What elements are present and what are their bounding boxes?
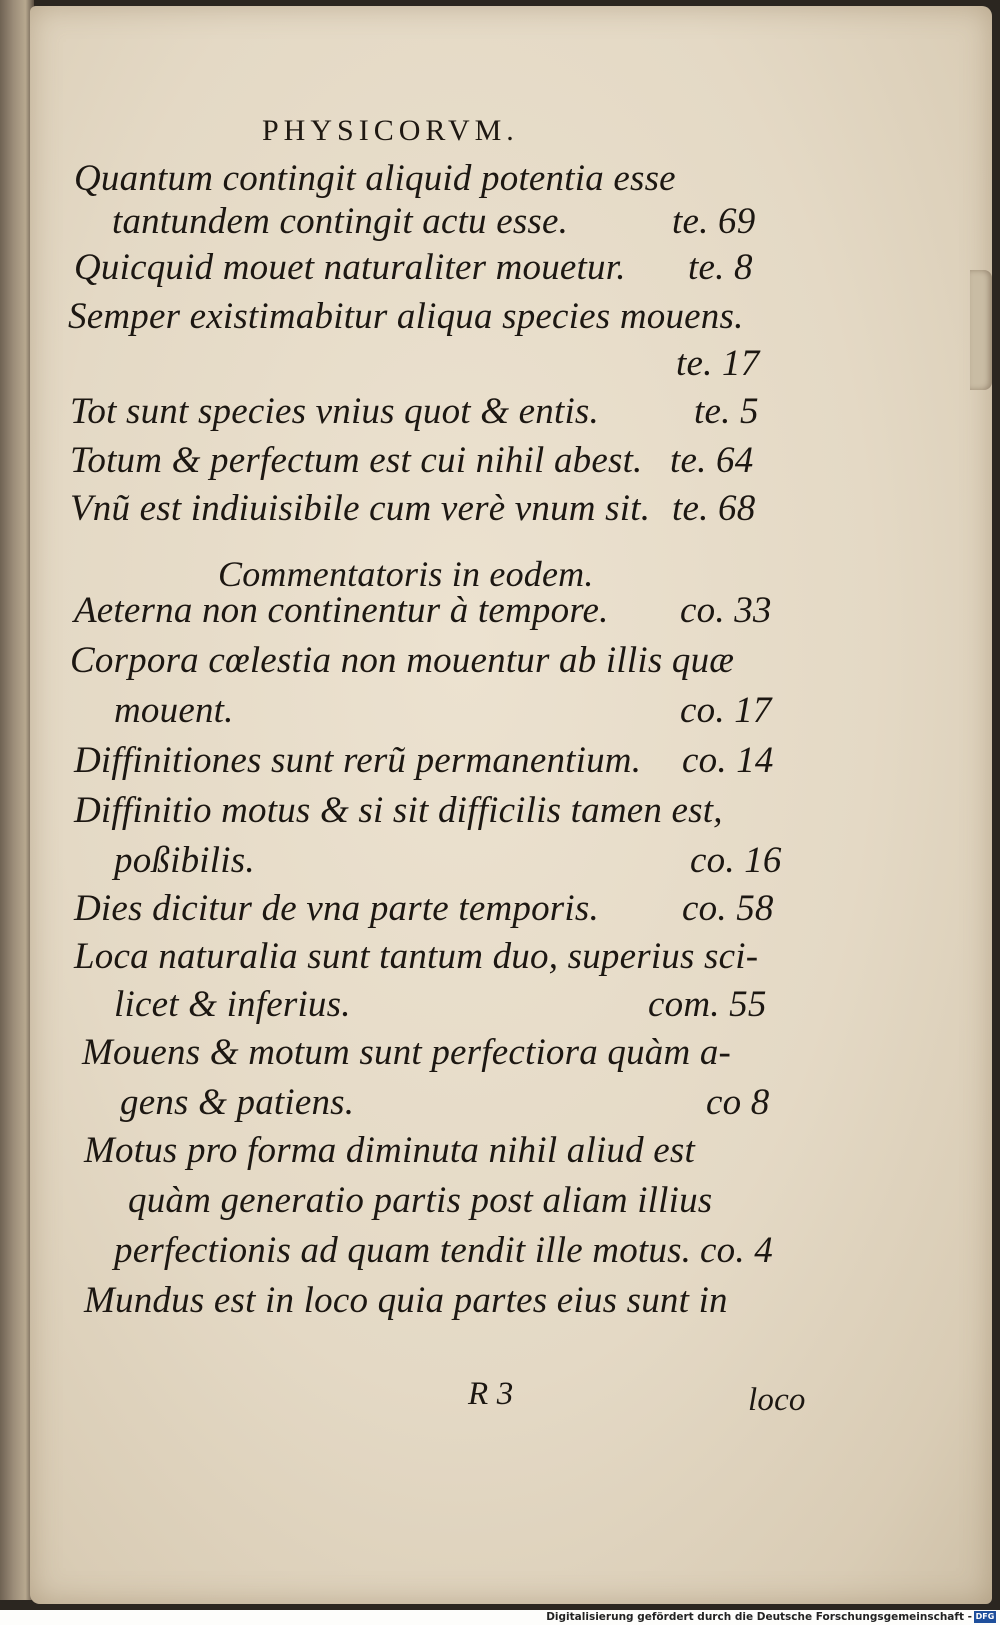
commentary-line: licet & inferius.: [114, 984, 351, 1025]
entry-reference: te. 69: [672, 201, 756, 242]
entry-reference: te. 8: [688, 247, 753, 288]
commentary-line: gens & patiens.: [120, 1082, 355, 1123]
entry-line: Quantum contingit aliquid potentia esse: [74, 158, 676, 199]
commentary-reference: co. 16: [690, 840, 782, 881]
commentary-line: Mundus est in loco quia partes eius sunt in: [84, 1280, 728, 1321]
commentary-reference: com. 55: [648, 984, 767, 1025]
commentary-line: Motus pro forma diminuta nihil aliud est: [84, 1130, 695, 1171]
commentary-line: Dies dicitur de vna parte temporis.: [74, 888, 599, 929]
commentary-reference: co. 58: [682, 888, 774, 929]
commentary-reference: co. 33: [680, 590, 772, 631]
catchword: loco: [748, 1382, 806, 1418]
commentary-line: poßibilis.: [114, 840, 255, 881]
running-head: PHYSICORVM.: [262, 114, 519, 147]
section-heading: Commentatoris in eodem.: [218, 554, 594, 594]
entry-reference: te. 68: [672, 488, 756, 529]
commentary-line: Aeterna non continentur à tempore.: [74, 590, 609, 631]
commentary-reference: co. 14: [682, 740, 774, 781]
entry-line: Totum & perfectum est cui nihil abest.: [70, 440, 643, 481]
entry-line: Quicquid mouet naturaliter mouetur.: [74, 247, 626, 288]
commentary-line: quàm generatio partis post aliam illius: [128, 1180, 713, 1221]
entry-line: Semper existimabitur aliqua species mouens.: [68, 296, 744, 337]
entry-reference: te. 5: [694, 391, 759, 432]
commentary-line: mouent.: [114, 690, 234, 731]
signature-mark: R 3: [468, 1376, 514, 1412]
entry-line: Tot sunt species vnius quot & entis.: [70, 391, 599, 432]
commentary-line: Diffinitiones sunt rerũ permanentium.: [74, 740, 642, 781]
commentary-line: perfectionis ad quam tendit ille motus.: [114, 1230, 692, 1271]
digitization-credit: Digitalisierung gefördert durch die Deutsche Forschungsgemeinschaft -: [546, 1611, 972, 1623]
entry-line: tantundem contingit actu esse.: [112, 201, 569, 242]
commentary-line: Mouens & motum sunt perfectiora quàm a-: [82, 1032, 732, 1073]
commentary-line: Diffinitio motus & si sit difficilis tamen est,: [74, 790, 723, 831]
commentary-reference: co. 17: [680, 690, 772, 731]
commentary-reference: co 8: [706, 1082, 770, 1123]
entry-reference: te. 64: [670, 440, 754, 481]
entry-reference: te. 17: [676, 343, 760, 384]
entry-line: Vnũ est indiuisibile cum verè vnum sit.: [70, 488, 651, 529]
commentary-line: Corpora cœlestia non mouentur ab illis quæ: [70, 640, 735, 681]
commentary-line: Loca naturalia sunt tantum duo, superius sci-: [74, 936, 759, 977]
dfg-logo: DFG: [975, 1612, 995, 1621]
commentary-reference: co. 4: [700, 1230, 773, 1271]
